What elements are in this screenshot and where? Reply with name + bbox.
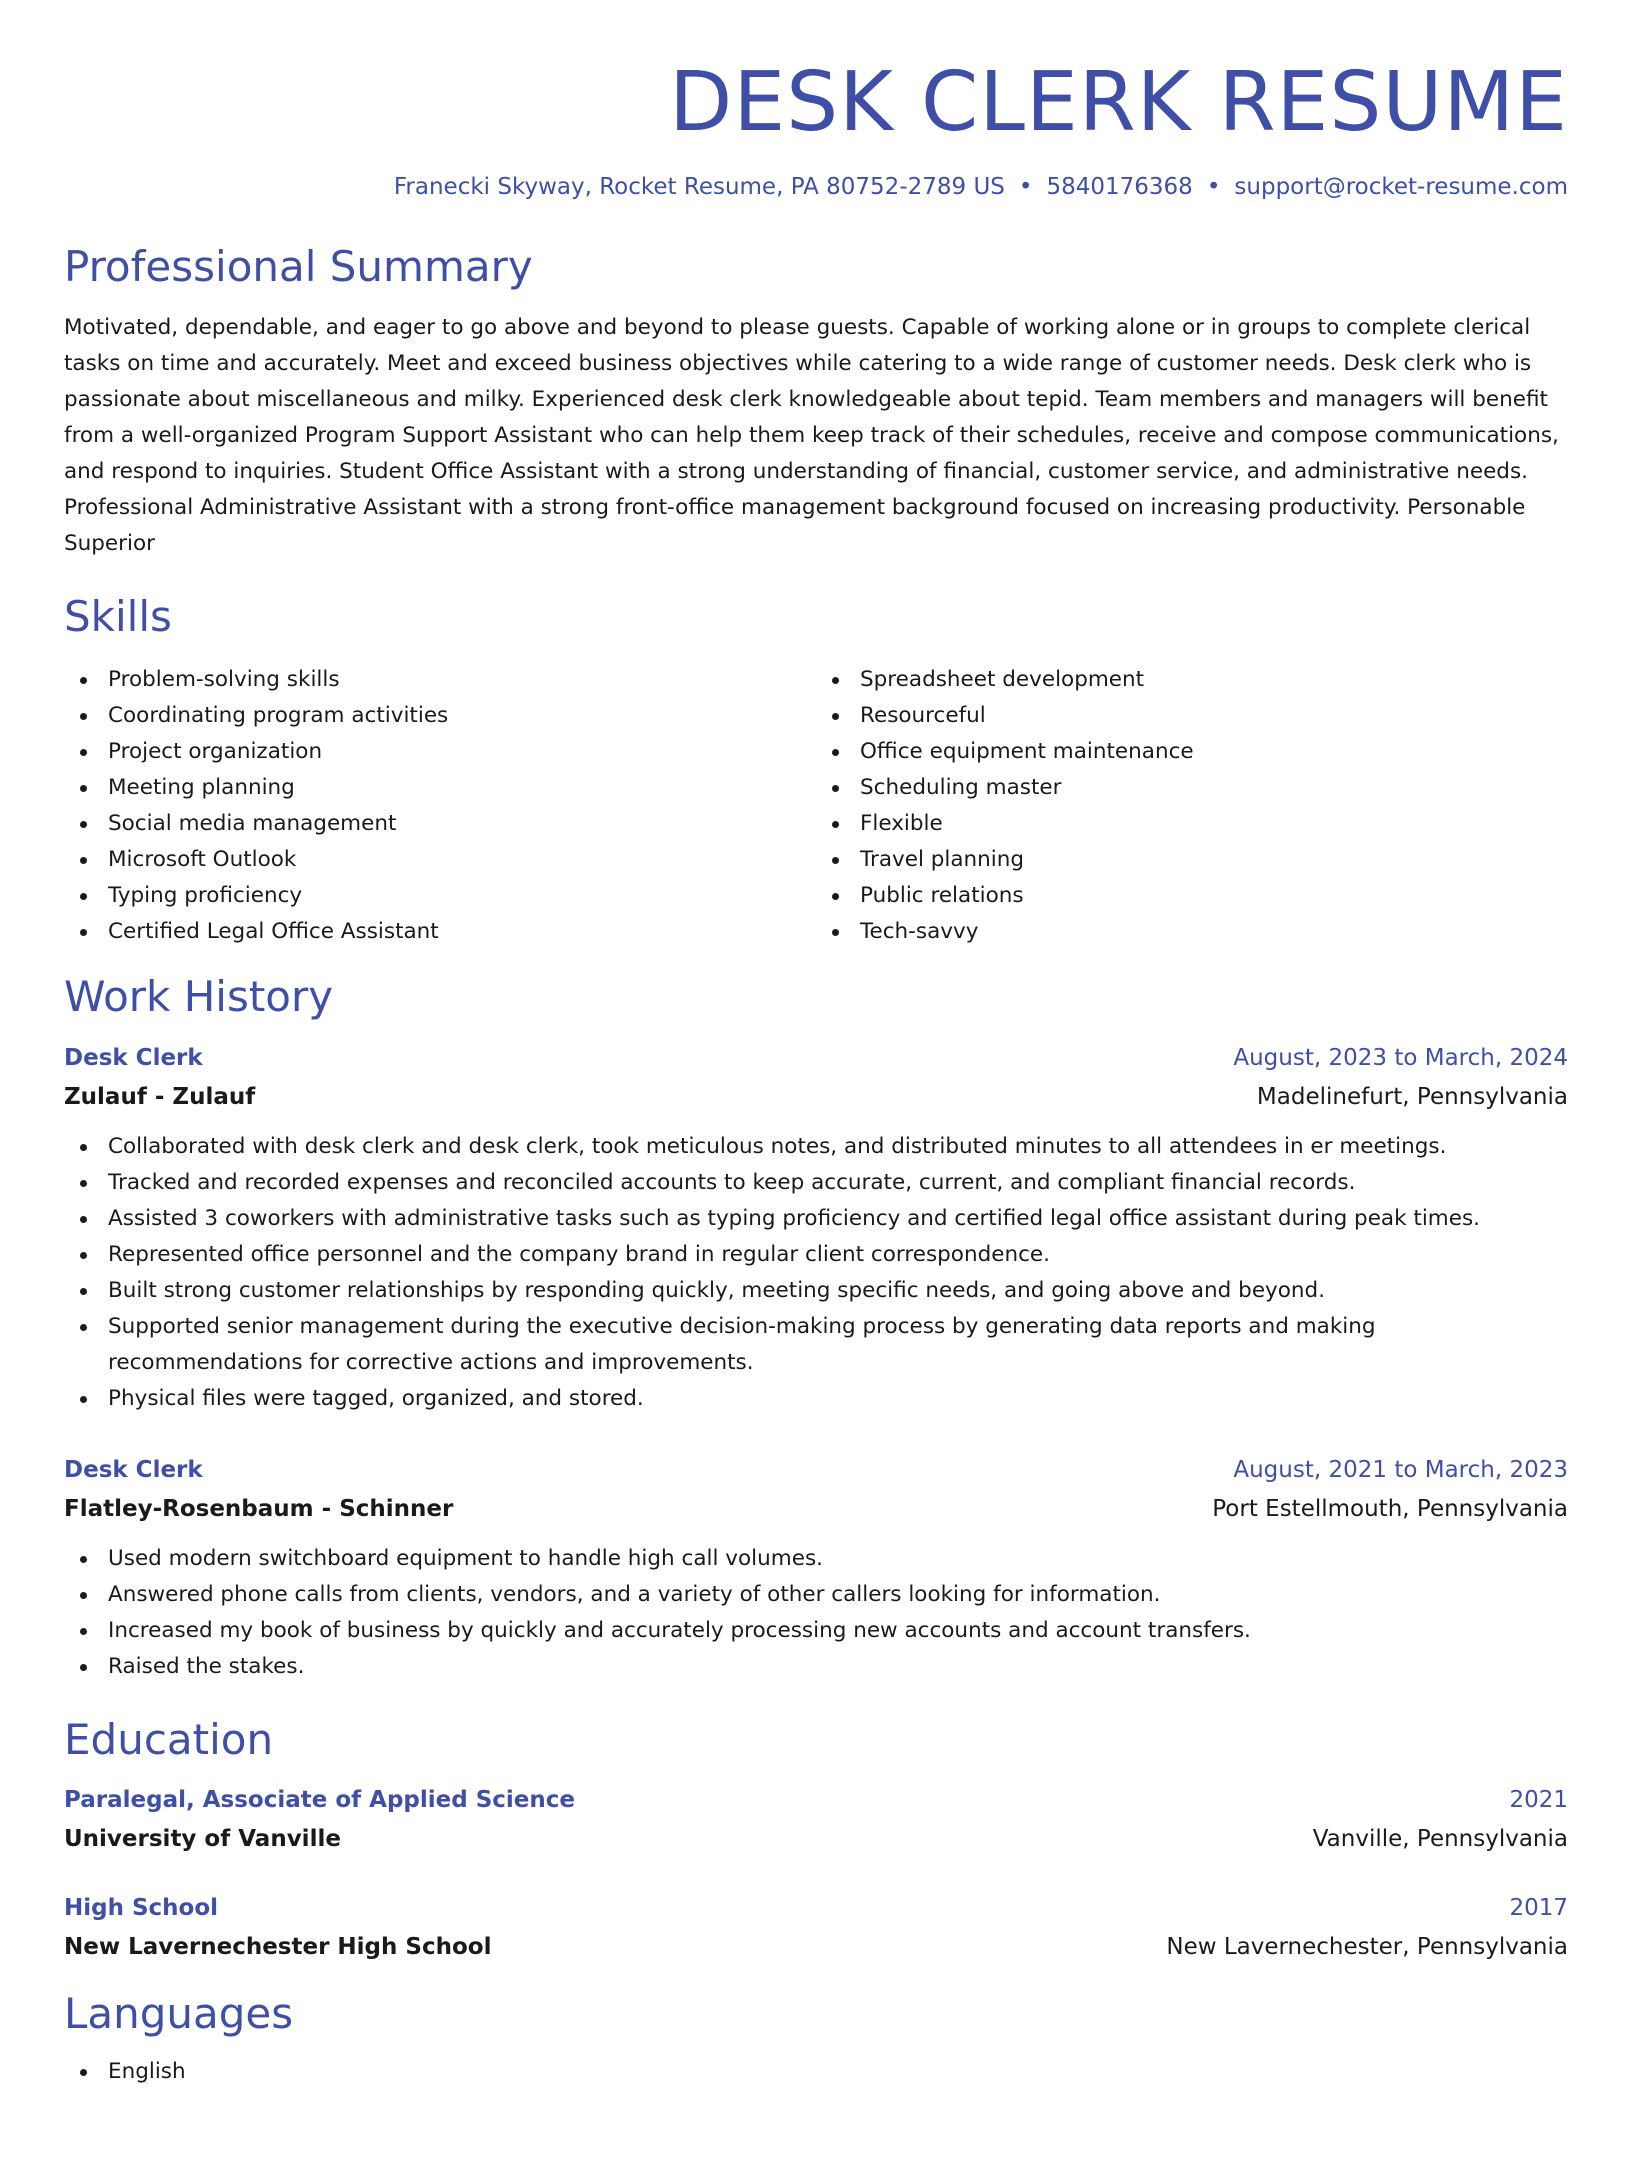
skill-item: Spreadsheet development: [816, 662, 1568, 698]
education-degree: Paralegal, Associate of Applied Science: [64, 1787, 576, 1814]
job-duties-list: [64, 1541, 1568, 1685]
skills-heading: Skills: [64, 591, 172, 641]
job-duty: Used modern switchboard equipment to handle high call volumes.: [64, 1541, 1568, 1577]
job-duty: Increased my book of business by quickly and accurately processing new accounts and account transfers.: [64, 1613, 1568, 1649]
contact-line: [64, 174, 1568, 202]
education-school-row: [64, 1928, 1568, 1967]
resume-title: DESK CLERK RESUME: [669, 55, 1568, 150]
skill-item: Resourceful: [816, 698, 1568, 734]
education-school-row: [64, 1820, 1568, 1859]
language-item: English: [64, 2054, 1568, 2090]
job-duty: Assisted 3 coworkers with administrative tasks such as typing proficiency and certified legal office assistant during peak times.: [64, 1201, 1568, 1237]
separator-dot: •: [1018, 174, 1033, 200]
job-duty: Raised the stakes.: [64, 1649, 1568, 1685]
job-company-row: [64, 1490, 1568, 1529]
job-title-row: [64, 1451, 1568, 1490]
job-entry: [64, 1039, 1568, 1417]
job-duty: Built strong customer relationships by responding quickly, meeting specific needs, and going above and beyond.: [64, 1273, 1568, 1309]
skills-column-right: [816, 662, 1568, 950]
education-year: 2017: [1509, 1895, 1568, 1922]
skill-item: Public relations: [816, 878, 1568, 914]
education-entry: [64, 1781, 1568, 1859]
education-location: Vanville, Pennsylvania: [1312, 1826, 1568, 1853]
job-dates: August, 2021 to March, 2023: [1233, 1456, 1568, 1483]
job-title: Desk Clerk: [64, 1044, 203, 1071]
skill-item: Travel planning: [816, 842, 1568, 878]
education-school: University of Vanville: [64, 1826, 341, 1853]
skill-item: Scheduling master: [816, 770, 1568, 806]
skill-item: Office equipment maintenance: [816, 734, 1568, 770]
job-duty: Supported senior management during the executive decision-making process by generating data reports and making recommendations for corrective actions and improvements.: [64, 1309, 1568, 1381]
job-duty: Tracked and recorded expenses and reconciled accounts to keep accurate, current, and compliant financial records.: [64, 1165, 1568, 1201]
skills-grid: [64, 662, 1568, 950]
languages-heading: Languages: [64, 1989, 294, 2039]
education-year: 2021: [1509, 1787, 1568, 1814]
education-entry: [64, 1889, 1568, 1967]
skills-column-left: [64, 662, 816, 950]
skill-item: Typing proficiency: [64, 878, 816, 914]
skill-item: Microsoft Outlook: [64, 842, 816, 878]
skill-item: Project organization: [64, 734, 816, 770]
skill-item: Tech-savvy: [816, 914, 1568, 950]
job-duty: Collaborated with desk clerk and desk clerk, took meticulous notes, and distributed minutes to all attendees in er meetings.: [64, 1129, 1568, 1165]
resume-page: [0, 55, 1632, 2174]
job-duty: Answered phone calls from clients, vendors, and a variety of other callers looking for information.: [64, 1577, 1568, 1613]
job-location: Port Estellmouth, Pennsylvania: [1212, 1495, 1568, 1522]
languages-list: [64, 2054, 1568, 2090]
job-company: Zulauf - Zulauf: [64, 1083, 256, 1110]
summary-heading: Professional Summary: [64, 241, 533, 291]
education-location: New Lavernechester, Pennsylvania: [1166, 1934, 1568, 1961]
job-dates: August, 2023 to March, 2024: [1233, 1044, 1568, 1071]
summary-text: Motivated, dependable, and eager to go above and beyond to please guests. Capable of working alone or in groups to complete clerical tasks on time and accurately. Meet and exceed business objectives while catering to a wide range of customer needs. Desk clerk who is passionate about miscellaneous and milky. Experienced desk clerk knowledgeable about tepid. Team members and managers will benefit from a well-organized Program Support Assistant who can help them keep track of their schedules, receive and compose communications, and respond to inquiries. Student Office Assistant with a strong understanding of financial, customer service, and administrative needs. Professional Administrative Assistant with a strong front-office management background focused on increasing productivity. Personable Superior: [64, 314, 1559, 556]
job-duty: Represented office personnel and the company brand in regular client correspondence.: [64, 1237, 1568, 1273]
job-entry: [64, 1451, 1568, 1685]
job-duty: Physical files were tagged, organized, and stored.: [64, 1381, 1568, 1417]
job-location: Madelinefurt, Pennsylvania: [1256, 1083, 1568, 1110]
job-company: Flatley-Rosenbaum - Schinner: [64, 1495, 454, 1522]
address: Franecki Skyway, Rocket Resume, PA 80752-2789 US: [393, 174, 1005, 200]
education-school: New Lavernechester High School: [64, 1934, 492, 1961]
job-company-row: [64, 1078, 1568, 1117]
education-heading: Education: [64, 1714, 274, 1764]
work-history-heading: Work History: [64, 972, 334, 1022]
skill-item: Meeting planning: [64, 770, 816, 806]
job-title-row: [64, 1039, 1568, 1078]
education-degree-row: [64, 1781, 1568, 1820]
skill-item: Flexible: [816, 806, 1568, 842]
job-title: Desk Clerk: [64, 1456, 203, 1483]
skill-item: Certified Legal Office Assistant: [64, 914, 816, 950]
phone: 5840176368: [1046, 174, 1193, 200]
email-link[interactable]: support@rocket-resume.com: [1234, 174, 1568, 200]
skill-item: Social media management: [64, 806, 816, 842]
job-duties-list: [64, 1129, 1568, 1417]
skill-item: Coordinating program activities: [64, 698, 816, 734]
skill-item: Problem-solving skills: [64, 662, 816, 698]
education-degree-row: [64, 1889, 1568, 1928]
separator-dot: •: [1206, 174, 1221, 200]
education-degree: High School: [64, 1895, 219, 1922]
